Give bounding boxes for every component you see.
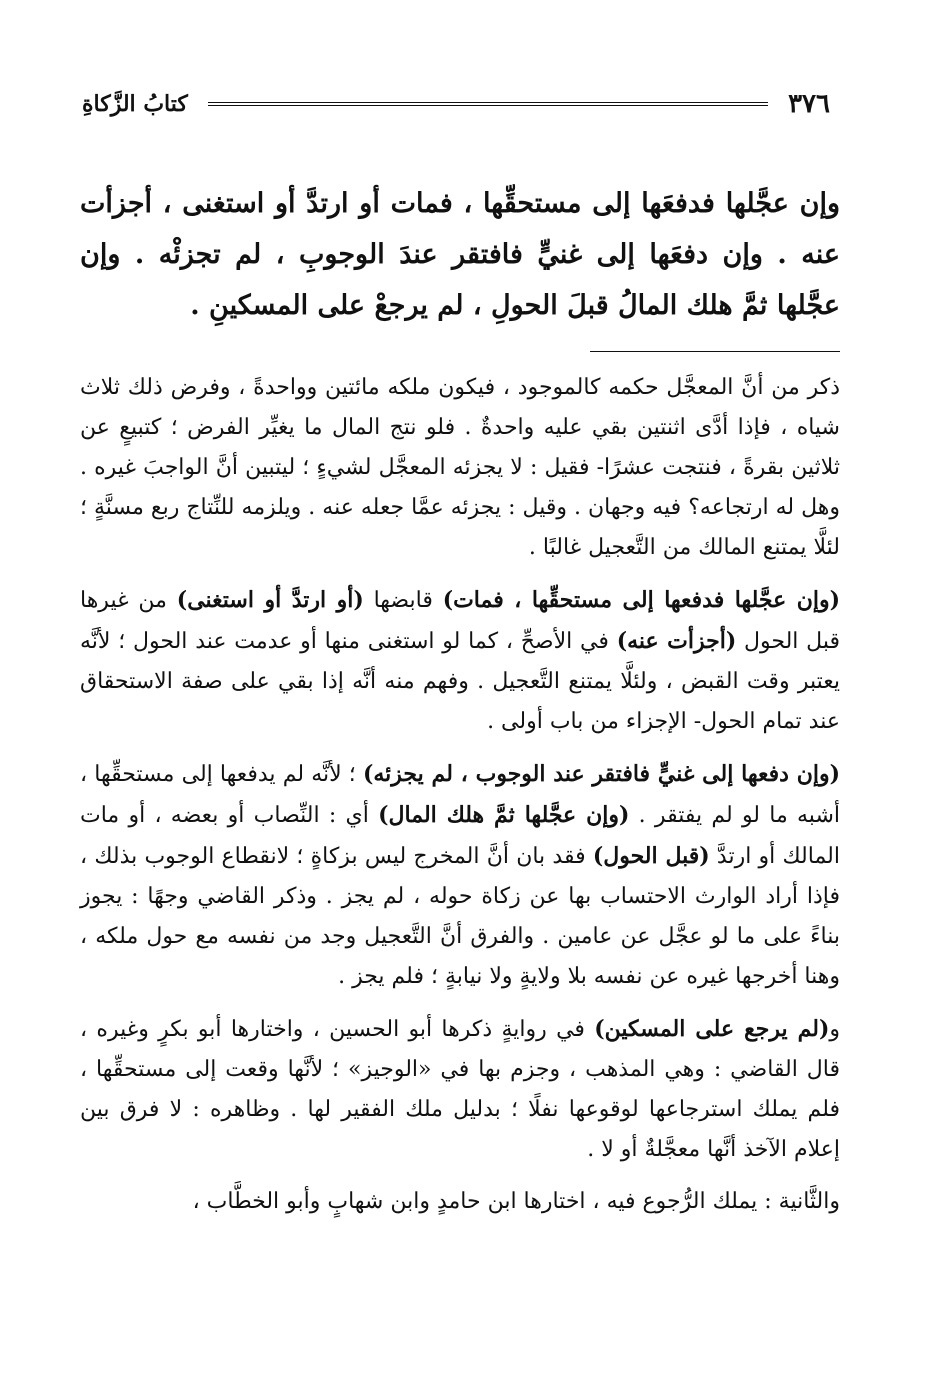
book-page [80,70,840,1234]
commentary-paragraph [80,580,840,742]
quoted-matn: (وإن دفعها إلى غنيٍّ فافتقر عند الوجوب ، لم يجزئه) [362,761,841,787]
matn-divider [590,351,840,352]
book-title: كتابُ الزَّكاةِ [82,91,188,117]
commentary-text: من غيرها قبل الحول [80,588,840,654]
commentary-text: ذكر من أنَّ المعجَّل حكمه كالموجود ، فيكون ملكه مائتين وواحدةً ، وفرض ذلك ثلاث شياه ، فإذا أدَّى اثنتين بقي عليه واحدةٌ . فلو نتج المال ما يغيِّر الفرض ؛ كتبيعٍ عن ثلاثين بقرةً ، فنتجت عشرًا- فقيل : لا يجزئه المعجَّل لشيءٍ ؛ ليتبين أنَّ الواجبَ غيره . وهل له ارتجاعه؟ فيه وجهان . وقيل : يجزئه عمَّا جعله عنه . ويلزمه للنِّتاج ربع مسنَّةٍ ؛ لئلَّا يمتنع المالك من التَّعجيل غالبًا . [80,375,840,560]
commentary-paragraph [80,368,840,568]
commentary-text: في روايةٍ ذكرها أبو الحسين ، واختارها أبو بكرٍ وغيره ، قال القاضي : وهي المذهب ، وجزم بها في «الوجيز» ؛ لأنَّها وقعت إلى مستحقِّها ، فلم يملك استرجاعها لوقوعها نفلًا ؛ بدليل ملك الفقير لها . وظاهره : لا فرق بين إعلام الآخذ أنَّها معجَّلةٌ أو لا . [80,1017,840,1162]
commentary-paragraph [80,1009,840,1170]
commentary-text: في الأصحِّ ، كما لو استغنى منها أو عدمت عند الحول ؛ لأنَّه يعتبر وقت القبض ، ولئلَّا يمتنع التَّعجيل . وفهم منه أنَّه إذا بقي على صفة الاستحقاق عند تمام الحول- الإجزاء من باب أولى . [80,629,840,734]
quoted-matn: (لم يرجع على المسكين) [594,1016,830,1042]
quoted-matn: (أو ارتدَّ أو استغنى) [176,587,364,613]
commentary-text: قابضها [363,588,443,613]
quoted-matn: (أجزأت عنه) [616,628,737,654]
commentary-text: ؛ لأنَّه لم يدفعها إلى مستحقِّها ، أشبه ما لو لم يفتقر . [80,762,840,828]
quoted-matn: (وإن عجَّلها ثمَّ هلك المال) [378,802,630,828]
matn-text: وإن عجَّلها فدفعَها إلى مستحقِّها ، فمات أو ارتدَّ أو استغنى ، أجزأت عنه . وإن دفعَها إلى غنيٍّ فافتقر عندَ الوجوبِ ، لم تجزئْه . وإن عجَّلها ثمَّ هلك المالُ قبلَ الحولِ ، لم يرجعْ على المسكينِ . [80,188,840,321]
commentary-text: أي : النِّصاب أو بعضه ، أو مات المالك أو ارتدَّ [80,803,840,869]
commentary-paragraph [80,1182,840,1222]
quoted-matn: (وإن عجَّلها فدفعها إلى مستحقِّها ، فمات) [442,587,840,613]
commentary-paragraph [80,754,840,997]
commentary-text: والثَّانية : يملك الرُّجوع فيه ، اختارها ابن حامدٍ وابن شهابٍ وأبو الخطَّاب ، [192,1189,840,1214]
commentary-text: و [829,1017,841,1042]
quoted-matn: (قبل الحول) [592,843,710,869]
page-header [80,80,840,128]
commentary [80,368,840,1222]
header-rule [208,102,768,106]
commentary-text: فقد بان أنَّ المخرج ليس بزكاةٍ ؛ لانقطاع الوجوب بذلك ، فإذا أراد الوارث الاحتساب بها عن زكاة حوله ، لم يجز . وذكر القاضي وجهًا : يجوز بناءً على ما لو عجَّل عن عامين . والفرق أنَّ التَّعجيل وجد من نفسه مع حول ملكه ، وهنا أخرجها غيره عن نفسه بلا ولايةٍ ولا نيابةٍ ؛ فلم يجز . [80,844,840,989]
page-number: ٣٧٦ [788,89,830,119]
